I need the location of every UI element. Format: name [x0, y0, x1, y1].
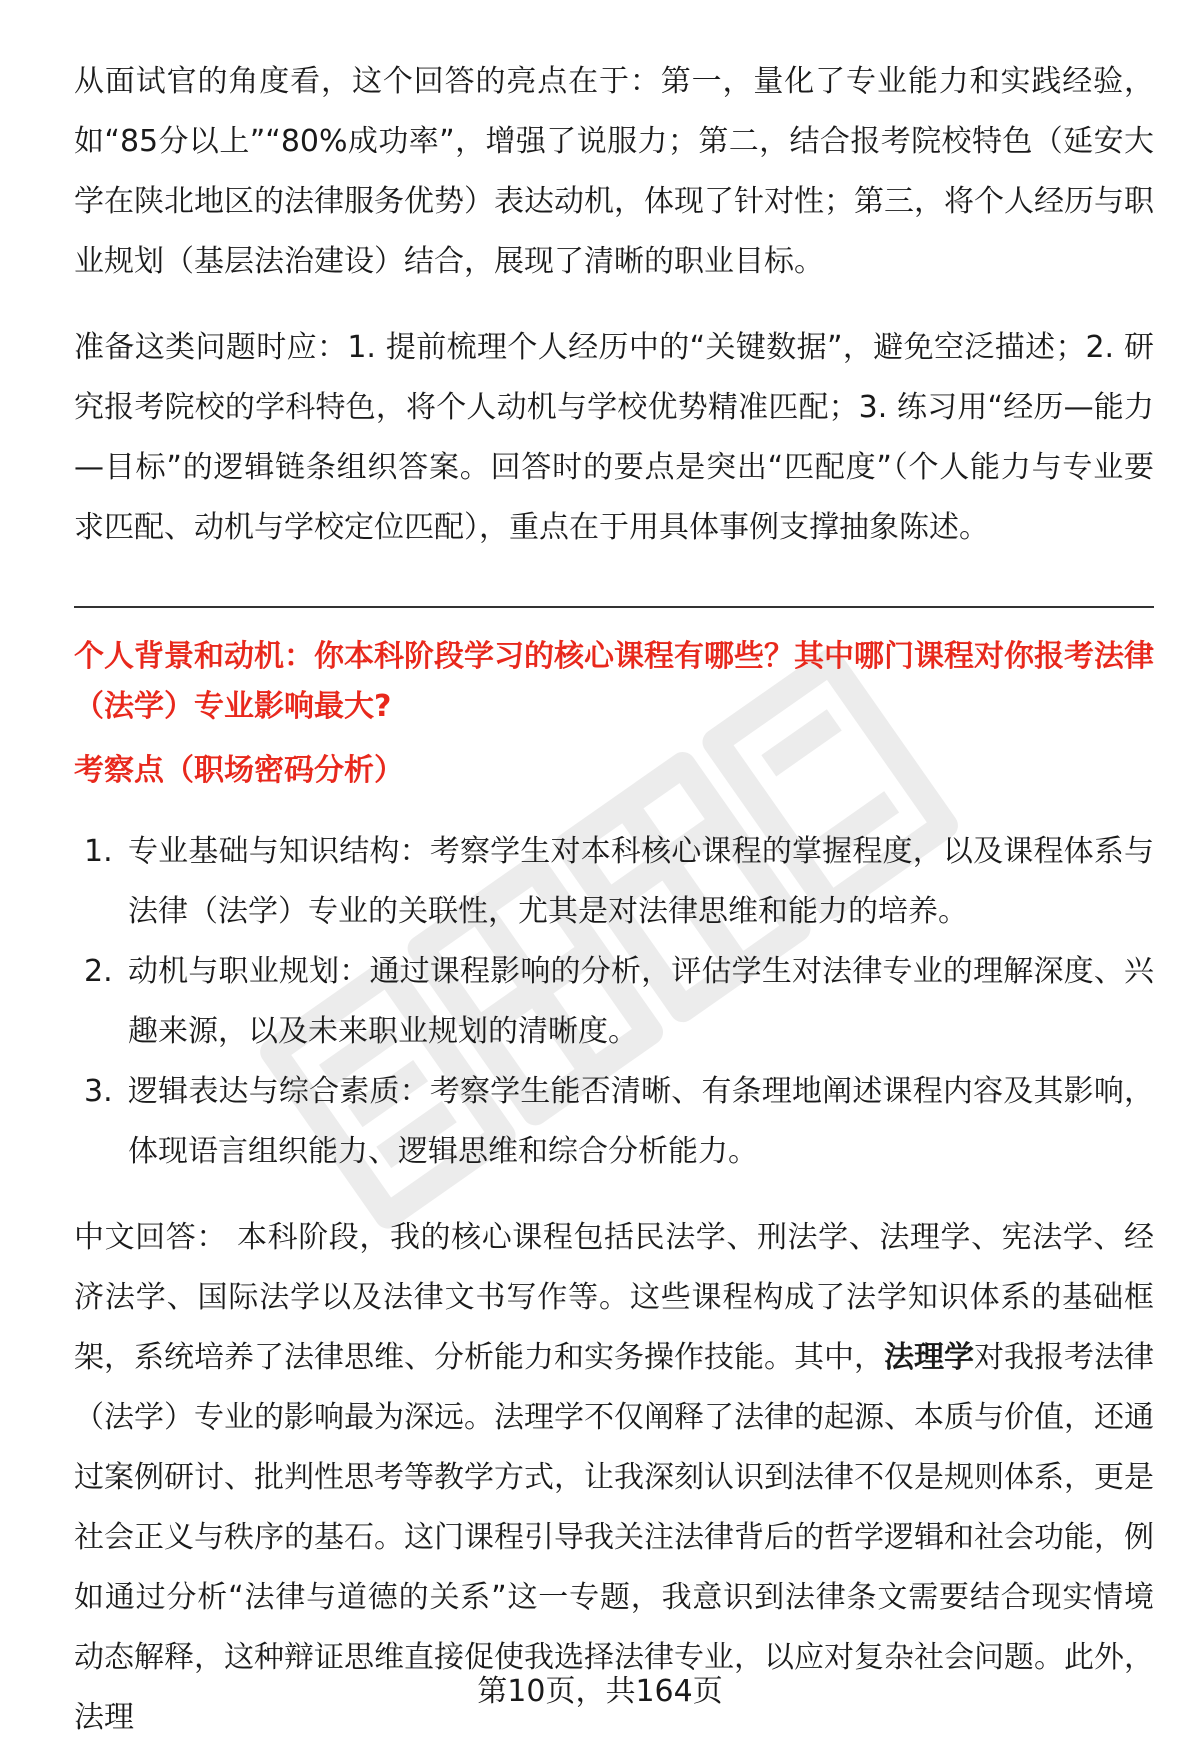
page-footer: 第10页，共164页	[477, 1674, 723, 1709]
answer-rest: 对我报考法律（法学）专业的影响最为深远。法理学不仅阐释了法律的起源、本质与价值，还通过案例研讨、批判性思考等教学方式，让我深刻认识到法律不仅是规则体系，更是社会正义与秩序的基石。这门课程引导我关注法律背后的哲学逻辑和社会功能，例如通过分析“法律与道德的关系”这一专题，我意识到法律条文需要结合现实情境动态解释，这种辩证思维直接促使我选择法律专业，以应对复杂社会问题。此外，法理	[74, 1340, 1154, 1735]
list-item-text: 逻辑表达与综合素质：考察学生能否清晰、有条理地阐述课程内容及其影响，体现语言组织能力、逻辑思维和综合分析能力。	[128, 1074, 1154, 1169]
list-item	[74, 942, 1154, 1062]
assessment-points-list	[74, 822, 1154, 1182]
list-item-text: 动机与职业规划：通过课程影响的分析，评估学生对法律专业的理解深度、兴趣来源，以及未来职业规划的清晰度。	[128, 954, 1154, 1049]
answer-lead: 中文回答： 本科阶段，我的核心课程包括民法学、刑法学、法理学、宪法学、经济法学、国际法学以及法律文书写作等。这些课程构成了法学知识体系的基础框架，系统培养了法律思维、分析能力和实务操作技能。其中，	[74, 1220, 1154, 1375]
question-heading: 个人背景和动机：你本科阶段学习的核心课程有哪些？其中哪门课程对你报考法律（法学）专业影响最大?	[74, 639, 1154, 724]
assessment-heading: 考察点（职场密码分析）	[74, 753, 404, 788]
list-number: 3.	[84, 1074, 113, 1109]
list-item	[74, 1062, 1154, 1182]
list-item-text: 专业基础与知识结构：考察学生对本科核心课程的掌握程度，以及课程体系与法律（法学）专业的关联性，尤其是对法律思维和能力的培养。	[128, 834, 1154, 929]
list-number: 1.	[84, 834, 113, 869]
section-divider	[74, 606, 1154, 608]
answer-emphasis: 法理学	[884, 1340, 974, 1375]
paragraph-highlights: 从面试官的角度看，这个回答的亮点在于：第一，量化了专业能力和实践经验，如“85分以上”“80%成功率”，增强了说服力；第二，结合报考院校特色（延安大学在陕北地区的法律服务优势）表达动机，体现了针对性；第三，将个人经历与职业规划（基层法治建设）结合，展现了清晰的职业目标。	[74, 64, 1154, 279]
list-item	[74, 822, 1154, 942]
list-number: 2.	[84, 954, 113, 989]
paragraph-preparation: 准备这类问题时应：1. 提前梳理个人经历中的“关键数据”，避免空泛描述；2. 研究报考院校的学科特色，将个人动机与学校优势精准匹配；3. 练习用“经历—能力—目标”的逻辑链条组织答案。回答时的要点是突出“匹配度”（个人能力与专业要求匹配、动机与学校定位匹配），重点在于用具体事例支撑抽象陈述。	[74, 330, 1154, 545]
